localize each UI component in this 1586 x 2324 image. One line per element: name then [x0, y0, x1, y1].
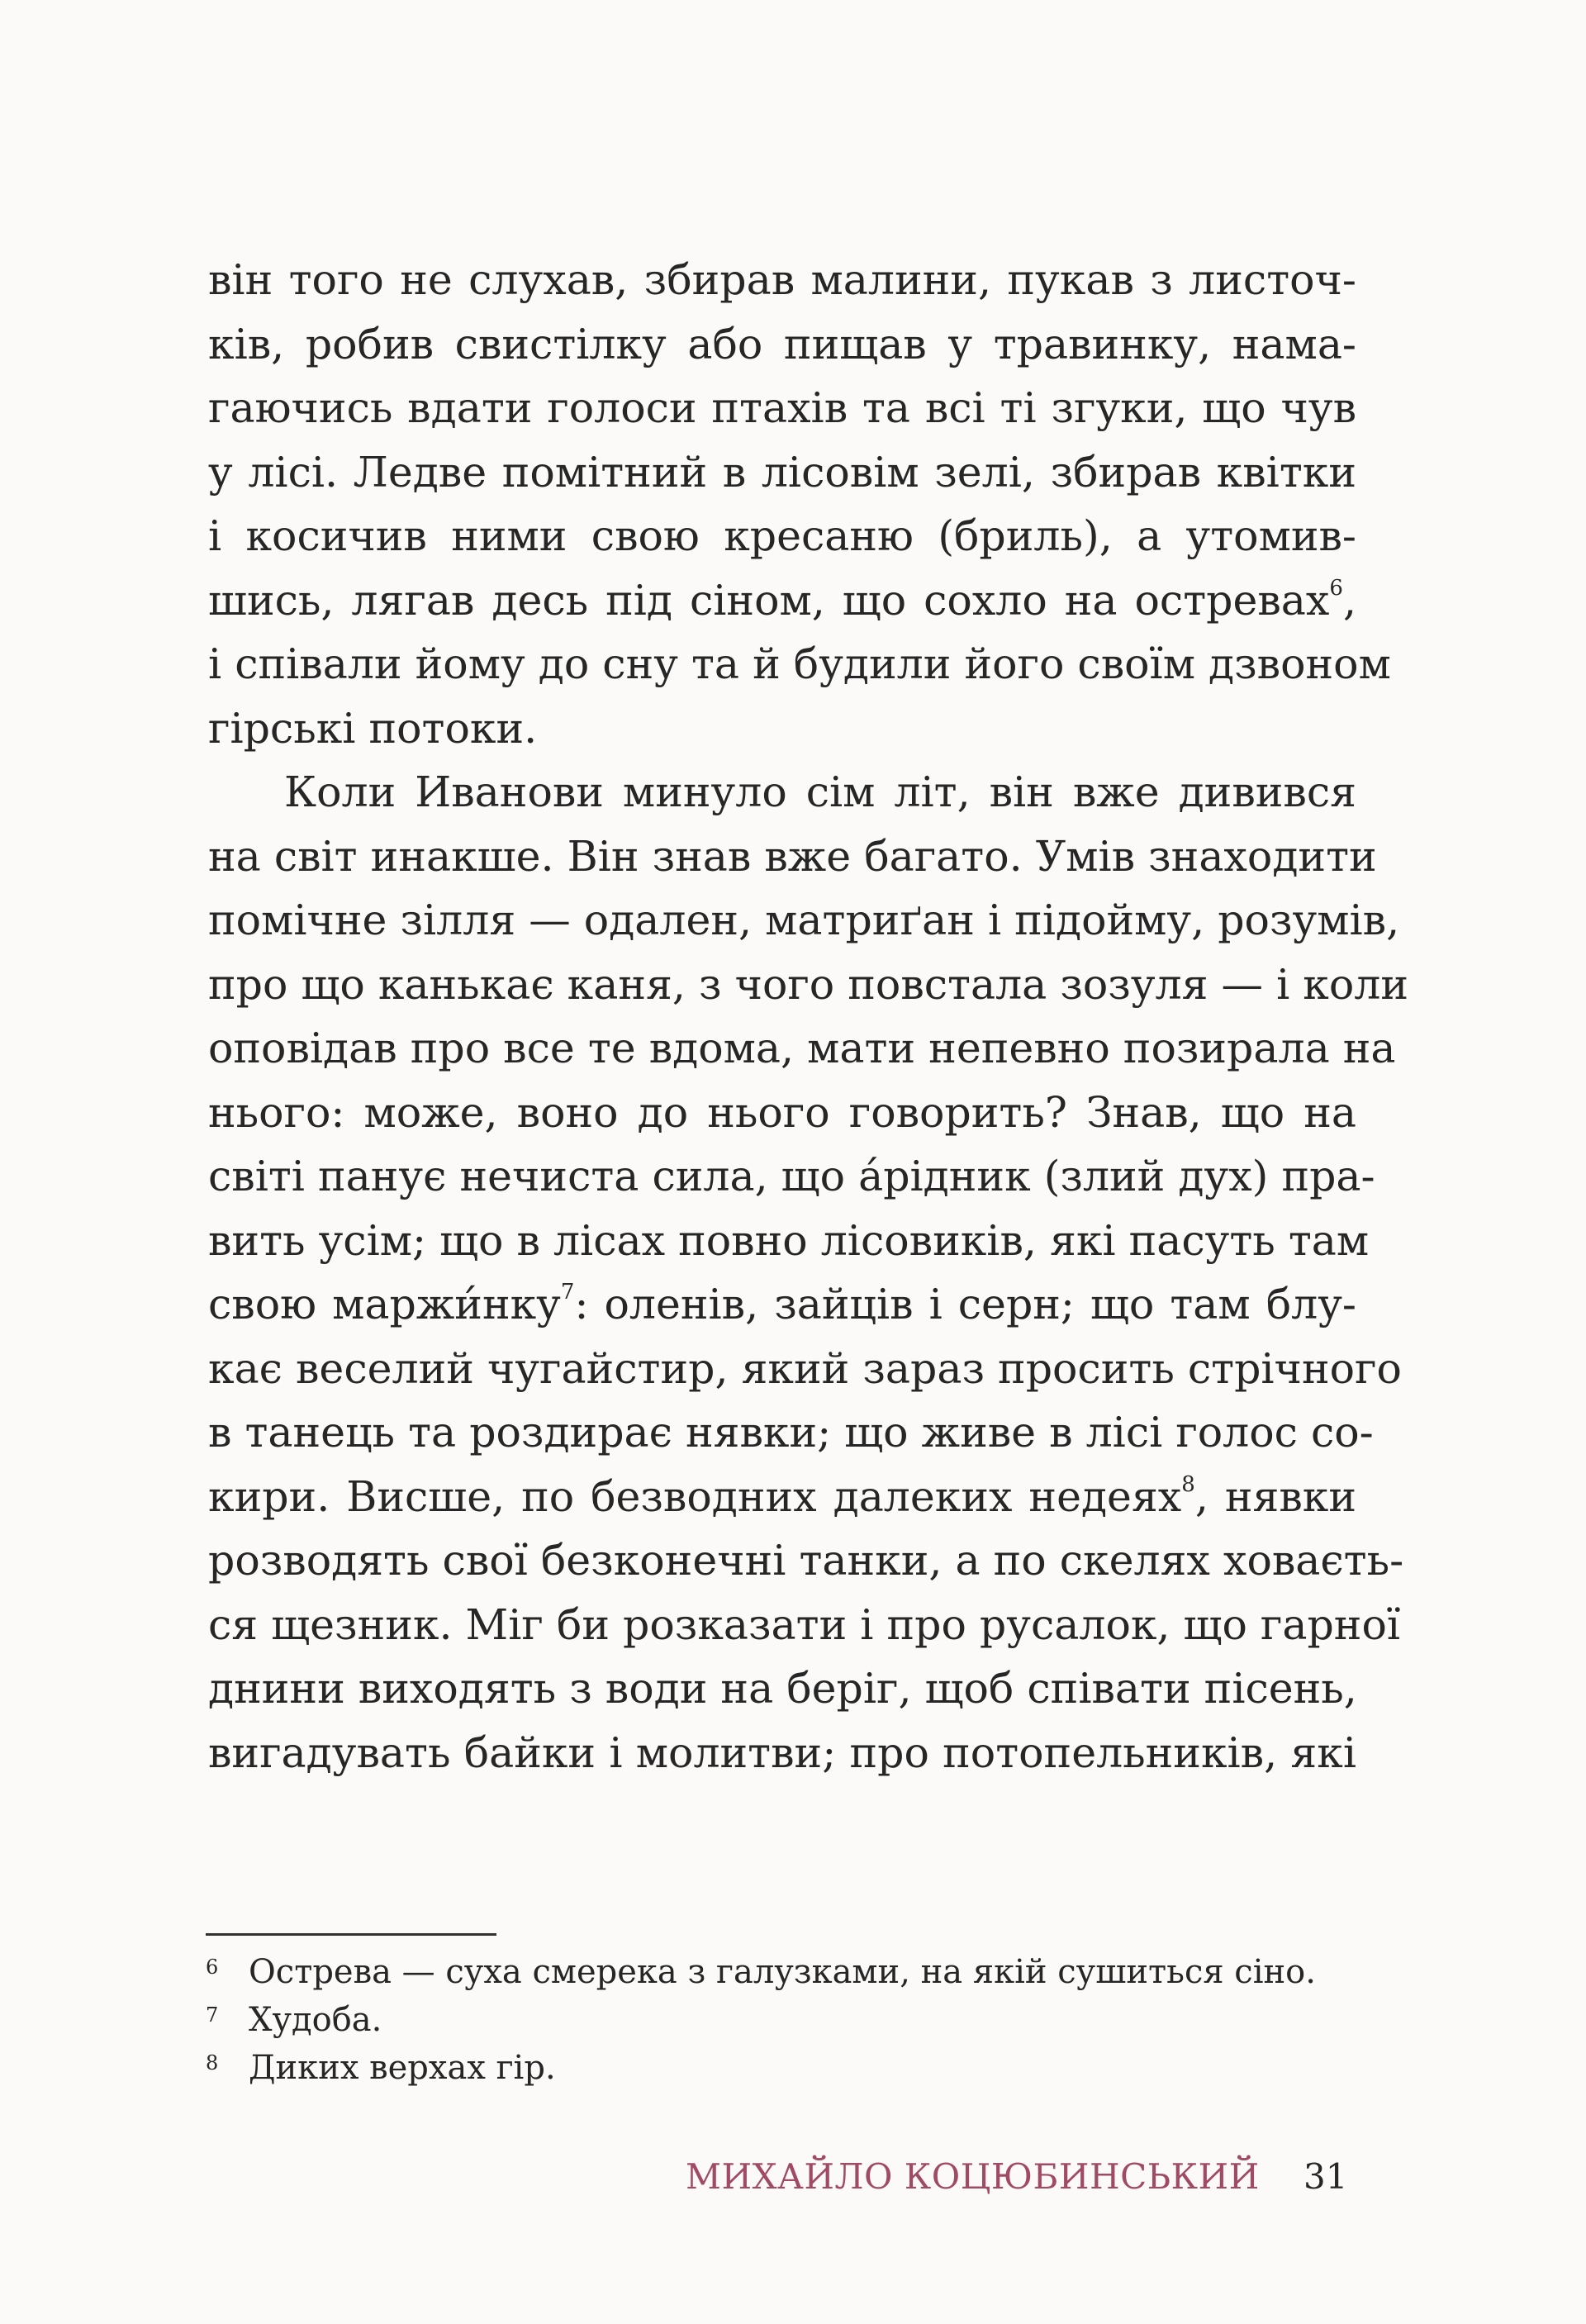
footnotes [206, 1948, 1362, 2092]
text-segment: шись, лягав десь під сіном, що сохло на остревах [208, 575, 1330, 625]
footnote-6 [206, 1948, 1362, 1996]
text-segment: свою маржи́нку [208, 1280, 561, 1328]
footnote-text: Диких верхах гір. [249, 2049, 556, 2087]
text-line: вигадувать байки і молитви; про потопельників, які [208, 1728, 1356, 1777]
text-segment: но [565, 1087, 619, 1137]
text-line: і співали йому до сну та й будили його своїм дзвоном [208, 639, 1391, 688]
text-line: у лісі. Ледве помітний в лісовім зелі, збирав квітки [208, 447, 1356, 497]
text-segment: , нявки [1194, 1471, 1356, 1521]
text-line: і косичив ними свою кресаню (бриль), а утомив- [208, 511, 1356, 560]
text-line: розводять свої безконечні танки, а по скелях ховаєть- [208, 1536, 1404, 1585]
text-line [208, 1272, 1356, 1337]
footnote-number: 8 [206, 2051, 219, 2074]
footnote-text: Худоба. [249, 2001, 382, 2039]
text-line: він того не слухав, збирав малини, пукав з листоч- [208, 255, 1356, 304]
text-line [208, 1465, 1356, 1529]
footnote-text: Острева — суха смерека з галузками, на якій сушиться сіно. [249, 1953, 1316, 1991]
running-footer-author: МИХАЙЛО КОЦЮБИНСЬКИЙ [686, 2156, 1260, 2197]
text-line: днини виходять з води на беріг, щоб співати пісень, [208, 1664, 1357, 1713]
footnote-divider [206, 1933, 496, 1936]
text-line: помічне зілля — одален, матриґан і підойму, розумів, [208, 896, 1400, 944]
text-line: кає веселий чугайстир, який зараз просить стрічного [208, 1343, 1402, 1393]
text-segment: : оленів, зайців і серн; що там блу- [574, 1280, 1356, 1328]
text-line [208, 1081, 1356, 1145]
footnote-ref-6[interactable]: 6 [1329, 575, 1343, 601]
text-segment: до нього говорить? Знав, що на [618, 1087, 1356, 1137]
text-segment: нього: може, во [208, 1087, 566, 1137]
text-line: про що канькає каня, з чого повстала зозуля — і коли [208, 959, 1408, 1009]
text-line: гірські потоки. [208, 703, 538, 753]
text-line: Коли Иванови минуло сім літ, він вже дивився [284, 768, 1356, 816]
text-segment: кири. Висше, по безводних далеких недеях [208, 1471, 1182, 1521]
footnote-ref-7[interactable]: 7 [560, 1280, 575, 1305]
text-line: світі панує нечиста сила, що áрідник (злий дух) пра- [208, 1152, 1375, 1200]
body-text [208, 248, 1408, 1785]
footnote-number: 6 [206, 1956, 219, 1979]
text-line: в танець та роздирає нявки; що живе в лісі голос со- [208, 1408, 1374, 1457]
footnote-7 [206, 1996, 1362, 2044]
footnote-8 [206, 2044, 1362, 2092]
text-line: оповідав про все те вдома, мати непевно позирала на [208, 1024, 1396, 1072]
text-line [208, 568, 1356, 633]
page-number: 31 [1303, 2156, 1348, 2197]
text-line: ся щезник. Міг би розказати і про русалок, що гарної [208, 1599, 1401, 1649]
text-segment: , [1342, 575, 1356, 625]
footnote-ref-8[interactable]: 8 [1181, 1471, 1195, 1497]
text-line: гаючись вдати голоси птахів та всі ті згуки, що чув [208, 383, 1356, 432]
running-footer [0, 2156, 1586, 2206]
text-line: на світ инакше. Він знав вже багато. Умів знаходити [208, 831, 1377, 881]
text-line: вить усім; що в лісах повно лісовиків, які пасуть там [208, 1215, 1370, 1265]
text-line: ків, робив свистілку або пищав у травинку, нама- [208, 319, 1356, 368]
footnote-number: 7 [206, 2003, 219, 2027]
